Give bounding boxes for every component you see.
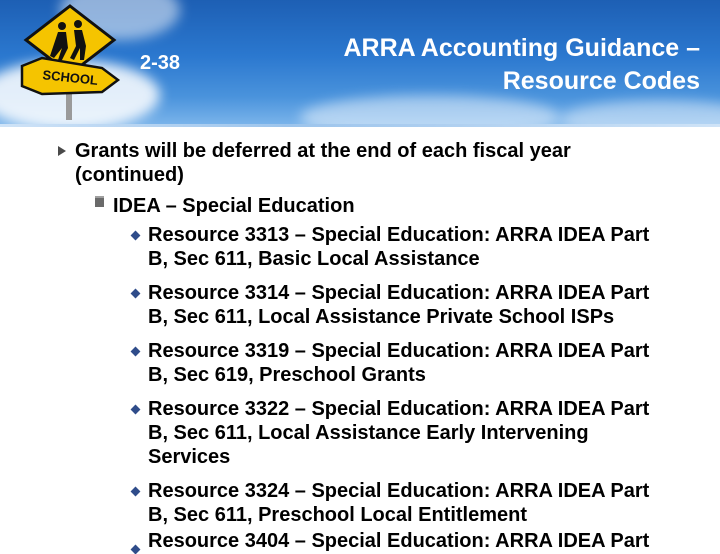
- bullet-arrow-icon: [58, 146, 66, 156]
- resource-item: [148, 479, 708, 527]
- resource-line: Services: [148, 446, 231, 468]
- school-crossing-sign: [18, 2, 126, 120]
- resource-line: Resource 3404 – Special Education: ARRA IDEA Part: [148, 530, 650, 552]
- resource-line: Resource 3322 – Special Education: ARRA IDEA Part: [148, 398, 650, 420]
- bullet-diamond-icon: [131, 289, 141, 299]
- slide-number: 2-38: [140, 52, 181, 74]
- resource-line: B, Sec 611, Preschool Local Entitlement: [148, 504, 528, 526]
- bullet-diamond-icon: [131, 405, 141, 415]
- slide-header: [0, 0, 720, 124]
- resource-item: [148, 281, 708, 329]
- slide-title: [240, 32, 700, 98]
- resource-line: Resource 3313 – Special Education: ARRA IDEA Part: [148, 224, 650, 246]
- resource-line: B, Sec 611, Local Assistance Early Intervening: [148, 422, 589, 444]
- resource-line: B, Sec 611, Basic Local Assistance: [148, 248, 480, 270]
- resource-line: B, Sec 611, Local Assistance Private School ISPs: [148, 306, 615, 328]
- school-crossing-sign-icon: [18, 2, 126, 120]
- resource-line: Resource 3324 – Special Education: ARRA IDEA Part: [148, 480, 650, 502]
- bullet-line: Grants will be deferred at the end of each fiscal year: [75, 140, 571, 162]
- resource-item: [148, 339, 708, 387]
- bullet-level1: [75, 139, 715, 187]
- resource-item: [148, 223, 708, 271]
- bullet-square-icon: [95, 196, 104, 207]
- cloud-decoration: [560, 100, 720, 124]
- resource-item: [148, 397, 708, 469]
- slide-title-line: ARRA Accounting Guidance –: [343, 34, 700, 62]
- bullet-diamond-icon: [131, 545, 141, 554]
- bullet-line: (continued): [75, 164, 184, 186]
- bullet-diamond-icon: [131, 487, 141, 497]
- resource-line: Resource 3319 – Special Education: ARRA IDEA Part: [148, 340, 650, 362]
- slide-title-line: Resource Codes: [502, 67, 700, 95]
- resource-line: B, Sec 619, Preschool Grants: [148, 364, 426, 386]
- resource-line: Resource 3314 – Special Education: ARRA IDEA Part: [148, 282, 650, 304]
- bullet-diamond-icon: [131, 347, 141, 357]
- school-sign-label: SCHOOL: [41, 67, 99, 88]
- resource-item: [148, 529, 708, 553]
- header-divider: [0, 124, 720, 127]
- cloud-decoration: [300, 95, 560, 124]
- bullet-diamond-icon: [131, 231, 141, 241]
- bullet-level2: IDEA – Special Education: [113, 195, 355, 217]
